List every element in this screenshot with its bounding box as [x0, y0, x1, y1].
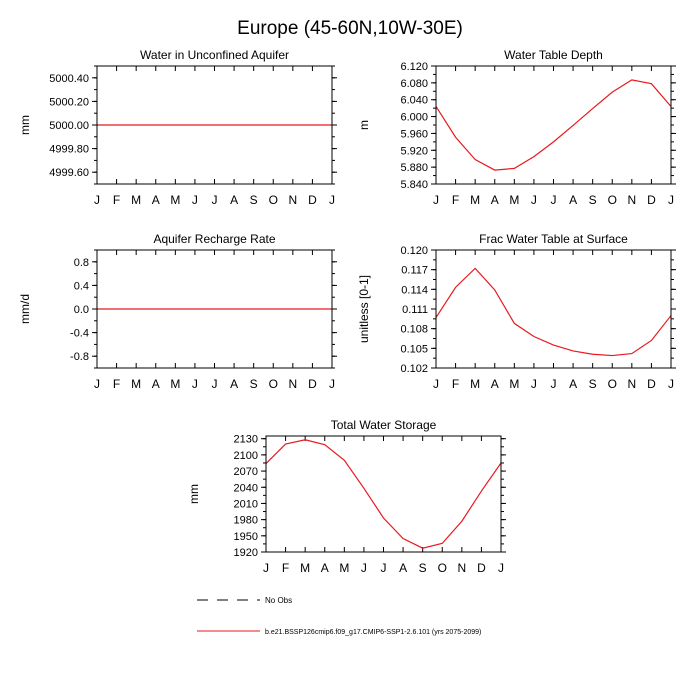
- x-tick-label: J: [211, 377, 218, 391]
- y-axis-label: mm: [187, 484, 201, 504]
- x-tick-label: A: [230, 193, 239, 207]
- legend-label-model: b.e21.BSSP126cmip6.f09_g17.CMIP6-SSP1-2.6.101 (yrs 2075-2099): [265, 629, 482, 636]
- x-tick-label: J: [550, 193, 557, 207]
- x-tick-label: J: [550, 377, 557, 391]
- x-tick-label: A: [490, 193, 499, 207]
- legend: [197, 596, 481, 636]
- x-tick-label: A: [230, 377, 239, 391]
- series-line: [266, 440, 501, 548]
- y-tick-label: 2100: [233, 449, 258, 462]
- y-tick-label: 0.102: [400, 363, 428, 375]
- legend-label-no-obs: No Obs: [265, 596, 293, 605]
- x-tick-label: J: [360, 561, 367, 575]
- y-tick-label: 6.000: [400, 111, 428, 124]
- x-tick-label: D: [477, 561, 486, 575]
- y-tick-label: 0.114: [401, 284, 428, 297]
- y-tick-label: 0.4: [73, 280, 89, 293]
- x-tick-label: D: [647, 193, 656, 207]
- y-axis-label: mm: [18, 115, 32, 135]
- y-tick-label: 0.8: [73, 256, 89, 269]
- x-tick-label: J: [191, 193, 198, 207]
- x-tick-label: J: [329, 193, 335, 207]
- x-tick-label: A: [399, 561, 408, 575]
- panel-water-table-depth: [357, 48, 676, 207]
- y-tick-label: 0.0: [73, 304, 89, 316]
- figure-title: Europe (45-60N,10W-30E): [237, 18, 463, 39]
- x-tick-label: M: [509, 193, 520, 207]
- plot-frame: [436, 66, 671, 184]
- x-tick-label: F: [451, 377, 460, 391]
- y-tick-label: 0.120: [400, 245, 428, 257]
- x-tick-label: M: [470, 377, 481, 391]
- panel-frac-water-table-at-surface: [357, 232, 676, 391]
- x-tick-label: O: [437, 561, 447, 575]
- x-tick-label: O: [268, 193, 278, 207]
- x-tick-label: A: [569, 193, 578, 207]
- x-tick-label: D: [647, 377, 656, 391]
- x-tick-label: F: [112, 377, 121, 391]
- y-tick-label: 5.840: [400, 179, 428, 191]
- panel-aquifer-recharge-rate: [18, 232, 337, 391]
- y-tick-label: 5000.20: [49, 96, 89, 109]
- y-tick-label: 0.111: [402, 304, 428, 316]
- y-tick-label: 0.117: [401, 264, 428, 277]
- x-tick-label: S: [588, 193, 597, 207]
- y-tick-label: 6.080: [400, 77, 428, 90]
- x-tick-label: A: [151, 193, 160, 207]
- y-axis-label: m: [357, 120, 371, 130]
- x-tick-label: J: [380, 561, 387, 575]
- x-tick-label: S: [249, 377, 258, 391]
- y-tick-label: 1950: [233, 530, 258, 543]
- plot-frame: [266, 436, 501, 552]
- y-axis-label: unitless [0-1]: [357, 274, 371, 344]
- x-tick-label: M: [131, 377, 142, 391]
- x-tick-label: O: [268, 377, 278, 391]
- x-tick-label: O: [607, 377, 617, 391]
- y-axis-label: mm/d: [18, 294, 32, 324]
- y-tick-label: 5000.00: [49, 120, 89, 132]
- x-tick-label: J: [433, 193, 439, 207]
- y-tick-label: 2010: [233, 498, 258, 511]
- panel-title: Frac Water Table at Surface: [479, 232, 628, 246]
- x-tick-label: D: [308, 193, 317, 207]
- y-tick-label: 5.880: [400, 162, 428, 175]
- x-tick-label: N: [627, 193, 637, 207]
- y-tick-label: 0.108: [400, 323, 428, 336]
- y-tick-label: 5.960: [400, 128, 428, 141]
- x-tick-label: J: [668, 377, 674, 391]
- x-tick-label: J: [94, 377, 100, 391]
- x-tick-label: A: [569, 377, 578, 391]
- y-tick-label: 2070: [233, 466, 258, 479]
- y-tick-label: 1980: [233, 514, 258, 527]
- y-tick-label: 5000.40: [49, 72, 89, 85]
- x-tick-label: A: [151, 377, 160, 391]
- y-tick-label: 6.040: [400, 94, 428, 107]
- x-tick-label: J: [211, 193, 218, 207]
- y-tick-label: -0.8: [70, 351, 89, 364]
- x-tick-label: A: [490, 377, 499, 391]
- x-tick-label: J: [94, 193, 100, 207]
- x-tick-label: N: [457, 561, 467, 575]
- panel-title: Water Table Depth: [504, 48, 603, 62]
- x-tick-label: J: [433, 377, 439, 391]
- x-tick-label: D: [308, 377, 317, 391]
- x-tick-label: J: [263, 561, 269, 575]
- y-tick-label: 4999.60: [49, 167, 89, 180]
- x-tick-label: J: [329, 377, 335, 391]
- panel-total-water-storage: [187, 418, 506, 575]
- x-tick-label: M: [300, 561, 311, 575]
- x-tick-label: J: [191, 377, 198, 391]
- x-tick-label: M: [170, 193, 181, 207]
- x-tick-label: J: [668, 193, 674, 207]
- panel-water-in-unconfined-aquifer: [18, 48, 337, 207]
- y-tick-label: 5.920: [400, 145, 428, 158]
- x-tick-label: O: [607, 193, 617, 207]
- y-tick-label: 1920: [233, 547, 258, 559]
- x-tick-label: F: [451, 193, 460, 207]
- x-tick-label: M: [170, 377, 181, 391]
- x-tick-label: M: [131, 193, 142, 207]
- x-tick-label: N: [288, 377, 298, 391]
- y-tick-label: 2040: [233, 482, 258, 495]
- x-tick-label: A: [320, 561, 329, 575]
- panel-title: Total Water Storage: [330, 418, 437, 432]
- x-tick-label: F: [281, 561, 290, 575]
- x-tick-label: M: [470, 193, 481, 207]
- y-tick-label: -0.4: [70, 327, 89, 340]
- x-tick-label: J: [498, 561, 504, 575]
- y-tick-label: 4999.80: [49, 143, 89, 156]
- x-tick-label: M: [509, 377, 520, 391]
- x-tick-label: J: [530, 377, 537, 391]
- x-tick-label: S: [418, 561, 427, 575]
- x-tick-label: N: [627, 377, 637, 391]
- x-tick-label: M: [339, 561, 350, 575]
- y-tick-label: 2130: [233, 433, 258, 446]
- y-tick-label: 6.120: [400, 61, 428, 73]
- panel-title: Water in Unconfined Aquifer: [140, 48, 289, 62]
- x-tick-label: F: [112, 193, 121, 207]
- x-tick-label: S: [249, 193, 258, 207]
- x-tick-label: J: [530, 193, 537, 207]
- y-tick-label: 0.105: [400, 343, 428, 356]
- series-line: [436, 80, 671, 170]
- x-tick-label: S: [588, 377, 597, 391]
- panel-title: Aquifer Recharge Rate: [153, 232, 276, 246]
- series-line: [436, 268, 671, 355]
- x-tick-label: N: [288, 193, 298, 207]
